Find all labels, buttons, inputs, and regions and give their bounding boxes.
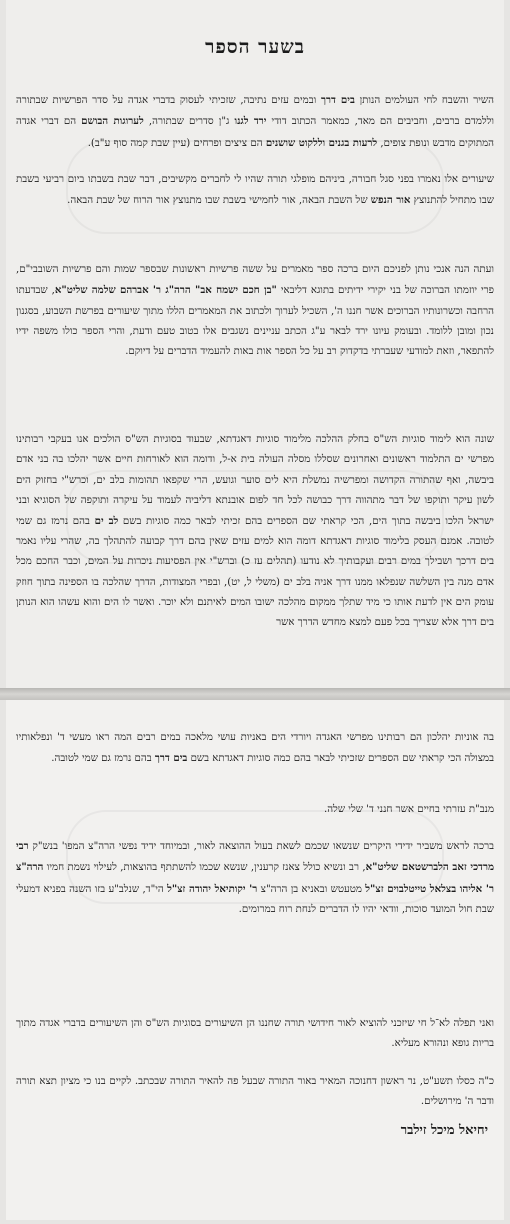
paragraph-book-intro bbox=[16, 260, 494, 362]
text-run: הם דברי אגדה המתוקים מדבש ונופת צופים, bbox=[16, 116, 494, 149]
bold-phrase: בים דרך bbox=[154, 752, 188, 765]
bold-phrase: לב ים bbox=[94, 515, 119, 527]
bold-phrase: ר' יקותיאל יהודה זצ"ל bbox=[167, 882, 258, 895]
text-run: כ"ה כסלו תשע"ט, נר ראשון דחנוכה המאיר באור התורה שבעל פה להאיר התורה שבכתב. לקיים בנו כי מציון תצא תורה ודבר ה' מירושלים. bbox=[16, 1076, 494, 1108]
paragraph-praise bbox=[16, 90, 494, 154]
paragraph-book-name bbox=[16, 728, 494, 769]
text-run: ואני תפלה לא־ל חי שיזכני להוציא לאור חידושי תורה שחננו הן השיעורים בסוגיות הש"ס והן השיעורים בדברי אגדה מתוך בריות גופא ונהורא מעליא. bbox=[16, 1018, 494, 1050]
text-run: שיעורים אלו נאמרו בפני סגל חבורה, ביניהם מופלגי תורה שהיו לי לחברים מקשיבים, דבר שבת בשבתו ביום רביעי בשבת שבו מתחיל להתנוצץ bbox=[16, 174, 494, 207]
text-run: הי"ד, שנלב"ע בזו השנה בפניא דמעלי שבת חול המועד סוכות, וודאי יהיו לו הדברים לנחת רוח במרומים. bbox=[16, 883, 494, 915]
text-run: מטעטש ובאניא בן הרה"צ bbox=[257, 883, 366, 895]
text-run: ועתה הנה אנכי נותן לפניכם היום ברכה ספר מאמרים על ששה פרשיות ראשונות שבספר שמות והם פרשיות השובבי"ם, פרי יוזמתו הברוכה של בני יקירי ידיתים בתוגא דליבאי bbox=[16, 264, 494, 297]
bold-phrase: "בן חכם ישמח אב" הרה"ג ר' אברהם שלמה שליט"א bbox=[54, 284, 277, 297]
bold-phrase: לרעות בגנים וללקוט שושנים bbox=[265, 136, 378, 149]
paragraph-study-methods bbox=[16, 430, 494, 633]
bold-phrase: בים דרך bbox=[320, 94, 355, 107]
paragraph-blessing-donors bbox=[16, 836, 494, 920]
text-run: ובמים עזים נתיבה, שזכיתי לעסוק בדברי אגדה על סדר הפרשיות שבתורה וללמדם ברבים, וחביבים הם מאד, כמאמר הכתוב דודי bbox=[16, 95, 495, 128]
text-run: של השבת הבאה, אור לחמישי בשבת שבו מתנוצץ אור הרוח של שבת הבאה. bbox=[67, 195, 371, 207]
page-fold bbox=[0, 688, 510, 700]
paragraph-thanks bbox=[16, 800, 494, 820]
text-run: מנב"ת עזרתי בחיים אשר חנני ד' שלי שלה. bbox=[323, 804, 494, 816]
paragraph-date bbox=[16, 1072, 494, 1112]
text-run: , רב ונשיא כולל צאנז קרענין, שנשא שכמו להשתתף בהוצאות, לעילוי נשמת חמיו bbox=[43, 862, 366, 874]
text-run: הם ציצים ופרחים (עיין שבת קמה סוף ע"ב). bbox=[87, 137, 266, 149]
text-run: בהם נרמז גם שמי לטובה. bbox=[51, 753, 155, 765]
bold-phrase: ירד לגנו bbox=[234, 115, 267, 128]
paragraph-lectures bbox=[16, 170, 494, 211]
bold-phrase: רבי מרדכי זאב הלברשטאם שליט"א bbox=[16, 840, 494, 874]
text-run: בה אוניות יהלכון הם רבותינו מפרשי האגדה ויורדי הים באניות עושי מלאכה במים רבים המה ראו מעשי ד' ונפלאותיו במצולה הכי קראתי שם הספרים שזכיתי לבאר בהם כמה סוגיות דאגדתא בשם bbox=[16, 732, 494, 765]
bold-phrase: אור הנפש bbox=[370, 194, 411, 207]
text-run: , שבדעתו הרחבה וכשרונותיו הברוכים אשר חננו ה', השכיל לערוך ולכתוב את המאמרים הללו מתוך שיעורים בפרשת השבוע, בסגנון נכון ומובן ללומד. ובעומק עיונו ירד לבאר ע"ג הכתב עניינים נשגבים אלו בטוב טעם ודעת, והרי הספר כולו משפה ידיו להתפאר, וזאת למודעי שעברתי בדקדוק רב על כל הספר אות באות להעמיד הדברים על דיוקם. bbox=[16, 285, 494, 357]
text-run: השיר והשבח לחי העולמים הנותן bbox=[354, 95, 494, 107]
bold-phrase: הרה"צ ר' אליהו בצלאל טייטלבוים זצ"ל bbox=[16, 861, 494, 895]
paragraph-prayer bbox=[16, 1014, 494, 1054]
author-signature: יחיאל מיכל זילבר bbox=[400, 1123, 488, 1138]
text-run: בהם נרמז גם שמי לטובה. אמנם העסק בלימוד סוגיות דאגדתא דומה הוא למים עזים שאין בהם דרך קבועה להתהלך בה, שהרי עליו נאמר בים דרכך ושבילך במים רבים ועקבותיך לא נודעו (תהלים עז כ) וברש"י אין הפסיעות ניכרות על המים, וכבר החכם מכל אדם מנה בין השלשה שנפלאו ממנו דרך אניה בלב ים (משלי ל, יט), ובפרי המצודות, הדרך שהלכה בו הספינה בתוך חוזק עומק הים אין לדעת אותו כי מיד שתלך ממקום מהלכה ישובו המים לאיתנם ולא יוכר. ואשר לו הים והוא עשהו הוא הנותן בים דרך אלא שצריך בכל פעם למצא מחדש הדרך אשר bbox=[16, 516, 494, 629]
text-run: ברכה לראש משביר ידידי היקרים שנשאו שכמם לשאת בעול ההוצאה לאור, ובמיוחד ידיד נפשי הרה"צ המפו' בנש"ק bbox=[28, 841, 494, 853]
text-run: ג"ן סדרים שבתורה, bbox=[143, 116, 235, 128]
lower-page-sheet bbox=[6, 700, 504, 1220]
bold-phrase: לערוגות הבושם bbox=[81, 115, 144, 128]
page-title: בשער הספר bbox=[205, 36, 305, 58]
text-run: שונה הוא לימוד סוגיות הש"ס בחלק ההלכה מלימוד סוגיות דאגדתא, שבעוד בסוגיות הש"ס הולכים אנו בעקבי רבותינו מפרשי ים התלמוד ראשונים ואחרונים שסללו מסלה העולה בית א-ל, ודומה הוא לאורחות חיים אשר יהלכו בה בני אדם ביבשה, ואף שהתורה הקדושה ומפרשיה נמשלת היא לים סוער וגועש, הרי שקפאו תהומות בלב ים, וכרש"י בחזוק הים לשון עיקר ותוקפו של דבר מתהווה דרך כבושה לכל חד לפום אובנתא דליביה לעמוד על עיקרה ותוקפה של הסוגיא ובני ישראל הלכו ביבשה בתוך הים, הכי קראתי שם הספרים בהם זכיתי לבאר כמה סוגיות בשם bbox=[16, 434, 494, 527]
